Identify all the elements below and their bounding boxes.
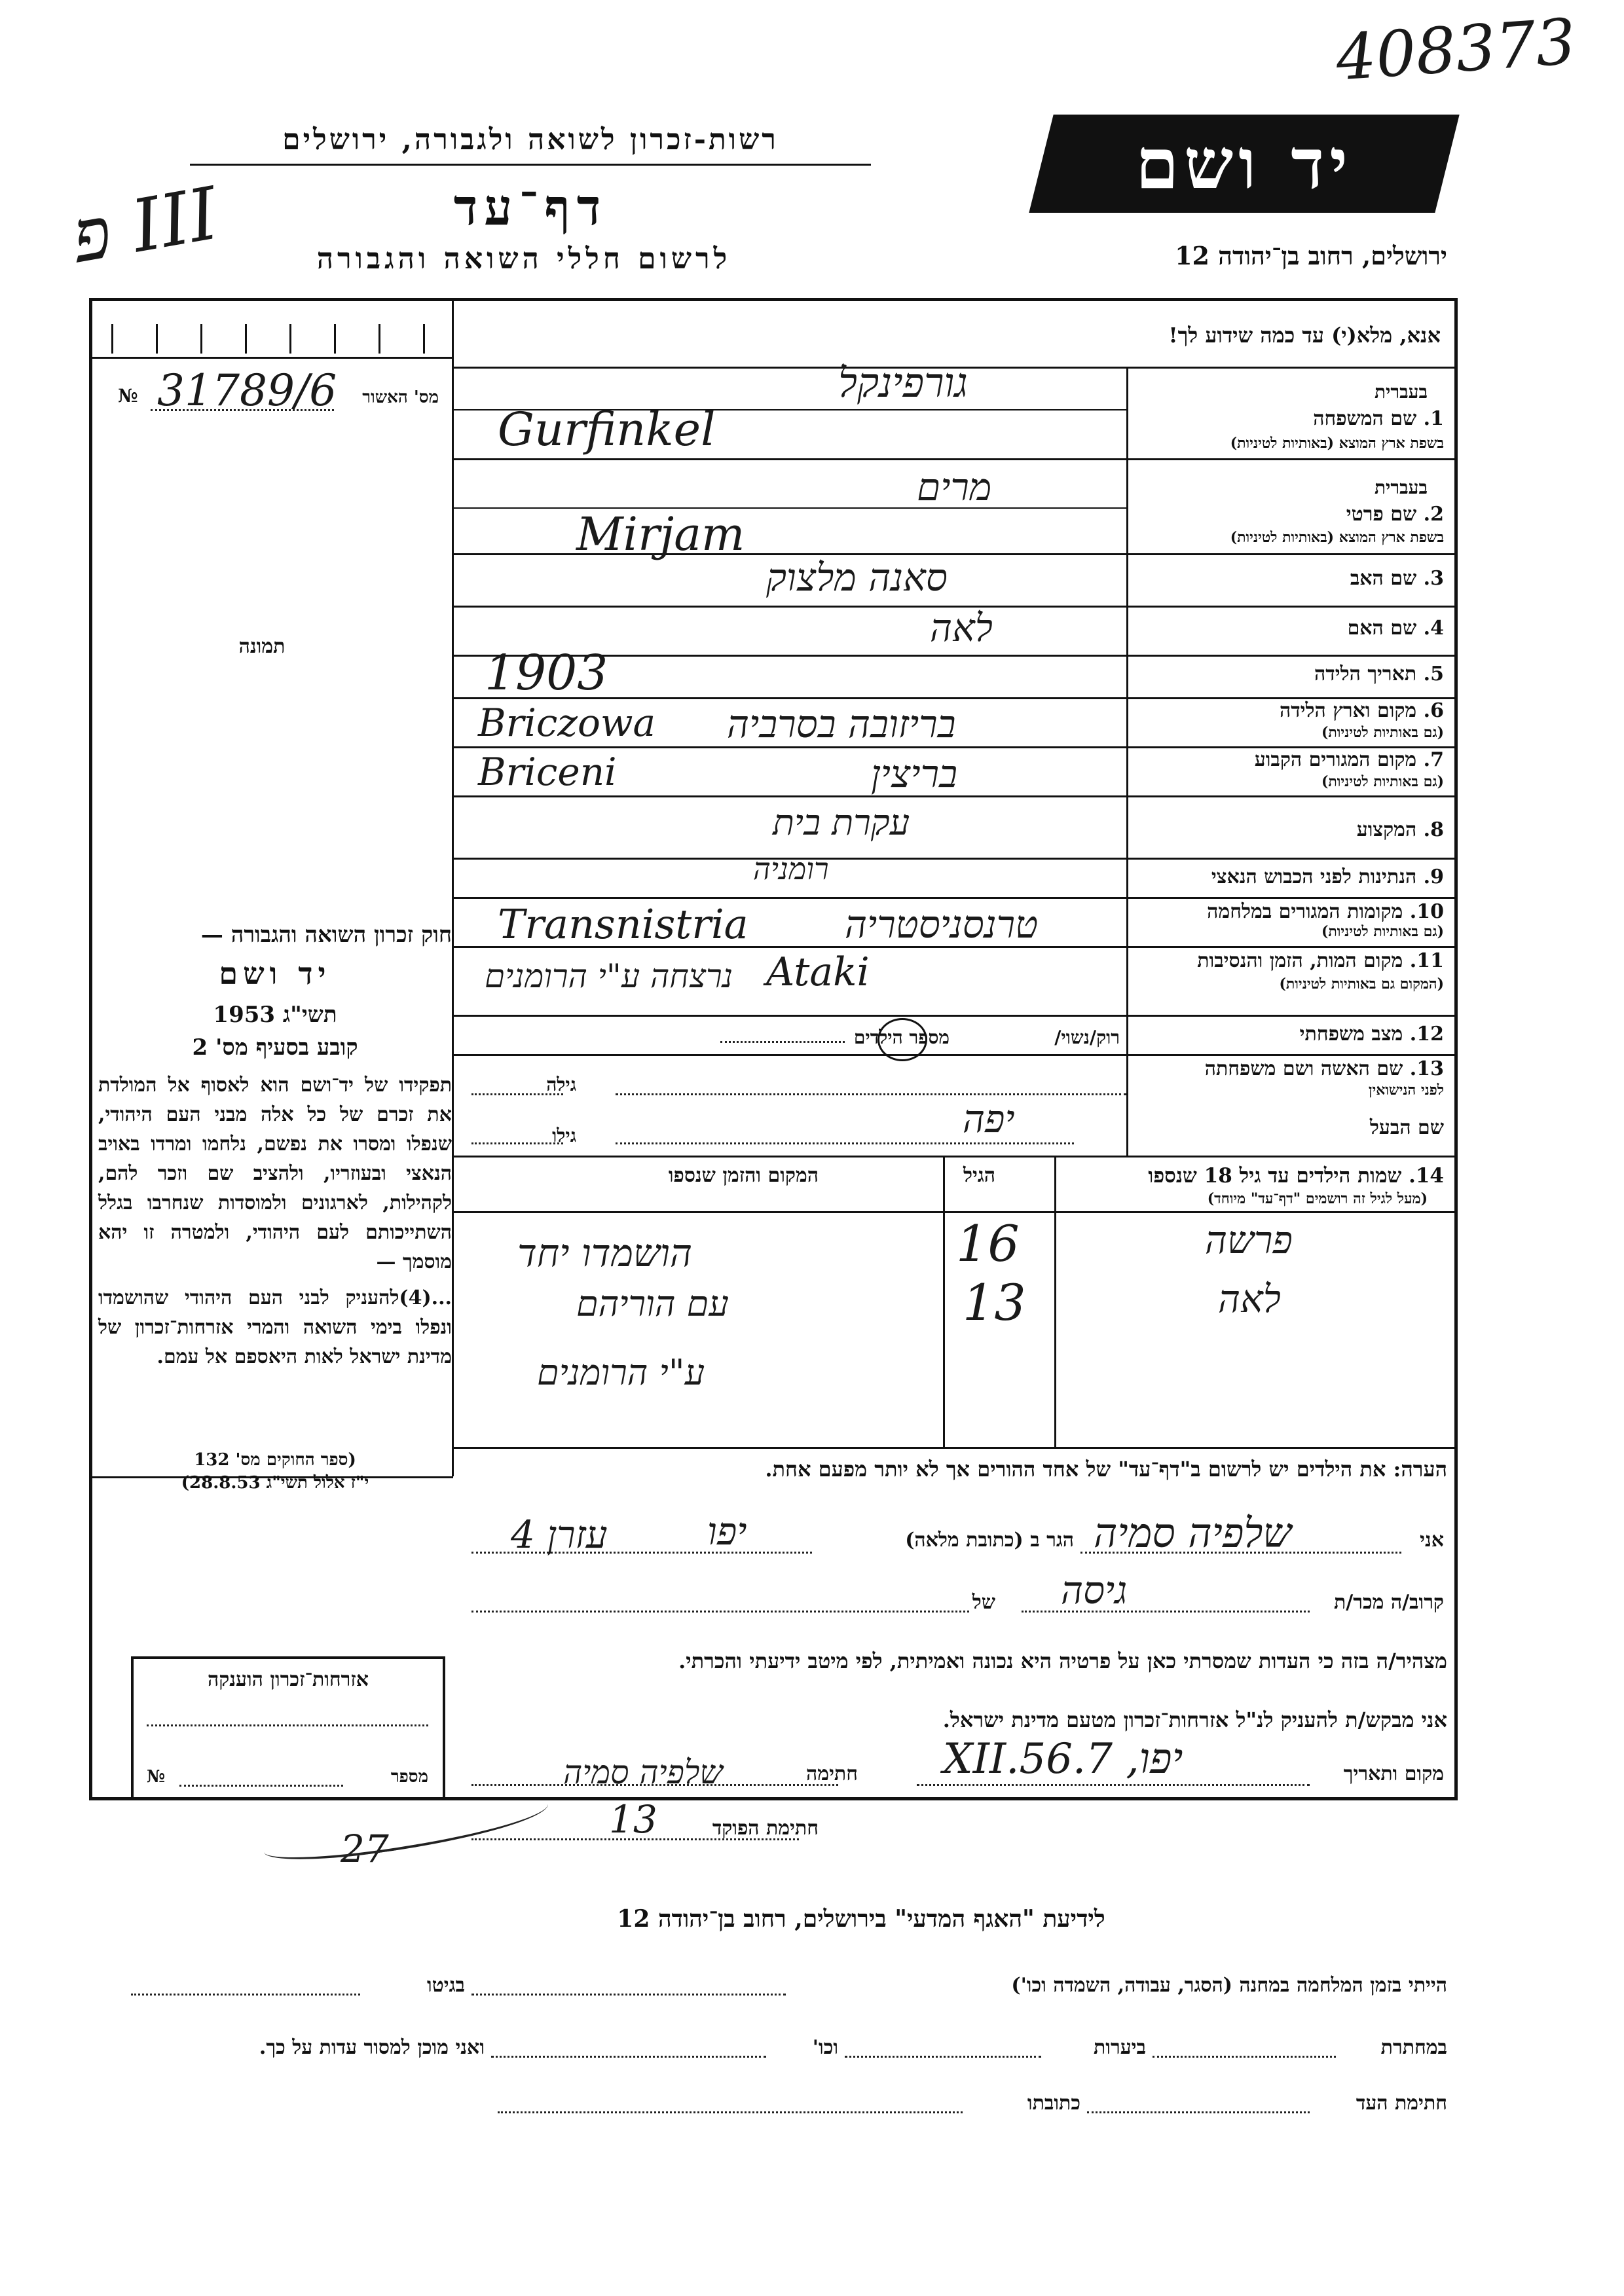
field-12-num: 12. <box>1409 1023 1444 1046</box>
children-title: 14. שמות הילדים עד גיל 18 שנספו <box>1148 1164 1444 1188</box>
field-1-value-lat[interactable]: Gurfinkel <box>498 403 716 456</box>
field-3-value[interactable]: סאנה מלצוק <box>766 555 948 600</box>
law-name: יד ושם <box>219 956 331 991</box>
field-7-num: 7. <box>1423 748 1444 771</box>
field-1-sub: בשפת ארץ המוצא (באותיות לטיניות) <box>1230 435 1444 452</box>
footer-line3b: כתובתו <box>1027 2092 1080 2115</box>
officer-stamp-mark: 27 <box>341 1827 389 1871</box>
declarant-address[interactable]: יפו <box>707 1509 747 1554</box>
declarant-address-2[interactable]: עזרן 4 <box>511 1512 608 1557</box>
field-1-label <box>1313 407 1444 430</box>
field-8-value[interactable]: עקרת בית <box>773 802 910 843</box>
form-title: דף־עד <box>453 178 608 236</box>
declare-text: מצהיר/ה בזה כי העדות שמסרתי כאן על פרטיה היא נכונה ואמיתית, לפי מיטב ידיעתי והכרתי. <box>678 1649 1447 1673</box>
field-6-value-he[interactable]: בריזובה בסרביה <box>727 702 956 746</box>
field-10-label-text: מקומות המגורים במלחמה <box>1207 900 1403 923</box>
field-7-sub: (גם באותיות לטיניות) <box>1321 773 1444 790</box>
signature-label: חתימה <box>806 1762 858 1785</box>
receipt-label: מס' האשור <box>362 388 439 407</box>
field-6-sub: (גם באותיות לטיניות) <box>1321 724 1444 741</box>
residing-label: הגר ב (כתובת מלאה) <box>905 1529 1074 1552</box>
field-8-label-text: המקצוע <box>1356 818 1417 841</box>
footer-line3a: חתימת העד <box>1356 2092 1447 2115</box>
field-3-label <box>1350 567 1444 590</box>
photo-label: תמונה <box>238 635 286 658</box>
field-1-label-text: שם המשפחה <box>1313 407 1417 430</box>
field-10-num: 10. <box>1409 900 1444 923</box>
logo-text: יד ושם <box>1135 122 1353 204</box>
field-10-value-lat[interactable]: Transnistria <box>498 900 748 948</box>
relative-label: קרוב/ה מכר/ת <box>1333 1591 1444 1614</box>
field-9-label-text: הנתינות לפני הכבוש הנאצי <box>1211 866 1417 888</box>
field-12-label-text: מצב משפחתי <box>1299 1023 1403 1046</box>
field-11-sub: (המקום גם באותיות לטיניות) <box>1279 975 1444 993</box>
place-date-label: מקום ותאריך <box>1343 1762 1444 1785</box>
field-3-num: 3. <box>1423 567 1444 590</box>
field-6-num: 6. <box>1423 699 1444 722</box>
footer-line2c: וכו' <box>812 2036 838 2059</box>
law-title: חוק זכרון השואה והגבורה — <box>200 922 452 948</box>
child-1-age[interactable]: 16 <box>956 1214 1020 1273</box>
field-13-sub: לפני הנישואין <box>1368 1082 1444 1099</box>
husband-value[interactable]: יפה <box>963 1097 1015 1141</box>
field-11-label-text: מקום המות, הזמן והנסיבות <box>1197 949 1403 972</box>
request-text: אני מבקש/ת להעניק לנ"ל אזרחות־זכרון מטעם מדינת ישראל. <box>942 1707 1447 1732</box>
child-1-place[interactable]: הושמדו יחד <box>517 1231 692 1275</box>
marital-circle <box>877 1018 927 1061</box>
field-11-value-lat[interactable]: Ataki <box>766 949 870 995</box>
child-1-name[interactable]: פרשה <box>1205 1218 1293 1262</box>
field-1-num: 1. <box>1423 407 1444 430</box>
field-2-value-lat[interactable]: Mirjam <box>576 507 745 561</box>
declarant-name[interactable]: שלפיה סמיה <box>1094 1509 1292 1557</box>
field-2-tag: בעברית <box>1374 477 1428 498</box>
receipt-boxes <box>111 324 426 354</box>
award-no-symbol: № <box>147 1767 166 1787</box>
field-2-label-text: שם פרטי <box>1346 503 1417 526</box>
wife-age-label: גילה <box>546 1074 576 1095</box>
field-12-label <box>1300 1023 1444 1046</box>
note: הערה: את הילדים יש לרשום ב"דף־עד" של אחד ההורים אך לא יותר מפעם אחת. <box>765 1457 1447 1482</box>
field-6-label-text: מקום וארץ הלידה <box>1279 699 1417 722</box>
field-6-label <box>1280 699 1444 722</box>
officer-signature[interactable]: 13 <box>609 1797 657 1842</box>
signature-value[interactable]: שלפיה סמיה <box>563 1753 723 1791</box>
address: ירושלים, רחוב בן־יהודה 12 <box>1175 241 1447 270</box>
field-4-label-text: שם האם <box>1347 617 1417 640</box>
margin-note: פ III <box>65 171 225 280</box>
field-4-num: 4. <box>1423 617 1444 640</box>
field-2-value-he[interactable]: מרים <box>917 465 992 509</box>
footer-title: לידיעת "האגף המדעי" בירושלים, רחוב בן־יהודה 12 <box>617 1905 1105 1933</box>
form-subtitle: לרשום חללי השואה והגבורה <box>316 242 731 276</box>
field-2-num: 2. <box>1423 503 1444 526</box>
field-10-sub: (גם באותיות לטיניות) <box>1321 923 1444 940</box>
law-year: תשי"ג 1953 <box>213 1002 337 1028</box>
children-subtitle: (מעל לגיל זה רושמים "דף־עד" מיוחד) <box>1207 1190 1428 1207</box>
receipt-no-symbol: № <box>118 385 138 407</box>
field-2-label <box>1346 503 1444 526</box>
field-7-label <box>1255 748 1444 771</box>
field-5-label <box>1314 663 1444 685</box>
archive-number: 408373 <box>1333 5 1578 95</box>
husband-age-label: גילו <box>552 1125 576 1146</box>
law-source-2: י"ז אלול תשי"ג 28.8.53) <box>181 1473 369 1493</box>
field-13-label <box>1205 1057 1444 1080</box>
award-box <box>131 1656 445 1800</box>
field-5-value[interactable]: 1903 <box>485 645 608 701</box>
husband-label: שם הבעל <box>1369 1116 1444 1139</box>
award-title: אזרחות־זכרון הוענקה <box>207 1668 369 1691</box>
field-7-label-text: מקום המגורים הקבוע <box>1254 748 1417 771</box>
declarant-i-label: אני <box>1420 1529 1444 1552</box>
field-9-label <box>1211 866 1444 888</box>
child-2-name[interactable]: לאה <box>1218 1277 1281 1321</box>
law-source-1: (ספר החוקים מס' 132 <box>194 1450 356 1470</box>
law-text: תפקידו של יד־ושם הוא לאסוף אל המולדת את זכרם של כל אלה מבני העם היהודי, שנפלו ומסרו את נפשם, נלחמו ומרדו באויב הנאצי ובעוזריו, ולהציב שם וזכר להם, לקהילות, לארגונים ולמוסדות שנחרבו בגלל השתייכותם לעם היהודי, ולמטרה זו יהא מוסמך — <box>98 1074 452 1273</box>
field-11-num: 11. <box>1409 949 1444 972</box>
field-10-label <box>1207 900 1444 923</box>
intro-text: אנא, מלא(י) עד כמה שידוע לך! <box>1168 323 1441 348</box>
field-9-value[interactable]: רומניה <box>753 851 829 886</box>
field-1-value-he[interactable]: גורפינקל <box>838 359 968 407</box>
field-5-num: 5. <box>1423 663 1444 685</box>
field-7-value-lat[interactable]: Briceni <box>478 750 617 794</box>
field-2-sub: בשפת ארץ המוצא (באותיות לטיניות) <box>1230 529 1444 546</box>
marital-options[interactable]: רוק/נשוי/ <box>1054 1027 1120 1048</box>
place-date-value[interactable]: יפו, 7.XII.56 <box>943 1735 1183 1783</box>
officer-label: חתימת הפוקד <box>712 1817 819 1840</box>
law-clause: קובע בסעיף מס' 2 <box>192 1034 358 1061</box>
field-4-value[interactable]: לאה <box>930 606 993 650</box>
field-7-value-he[interactable]: בריצין <box>871 752 958 796</box>
field-11-label <box>1197 949 1444 972</box>
field-5-label-text: תאריך הלידה <box>1314 663 1417 685</box>
field-6-value-lat[interactable]: Briczowa <box>478 701 656 745</box>
yad-vashem-logo <box>1029 115 1459 213</box>
field-13-label-text: שם האשה ושם משפחתה <box>1204 1057 1403 1080</box>
field-8-num: 8. <box>1423 818 1444 841</box>
field-10-value-he[interactable]: טרנסניסטריה <box>845 902 1039 947</box>
field-11-value-he[interactable]: נרצחה ע"י הרומנים <box>485 957 733 995</box>
relation-value[interactable]: גיסה <box>1061 1568 1128 1613</box>
receipt-value: 31789/6 <box>157 365 337 416</box>
child-2-age[interactable]: 13 <box>963 1273 1026 1332</box>
of-label: של <box>972 1591 995 1614</box>
children-col-age: הגיל <box>963 1164 995 1187</box>
field-4-label <box>1348 617 1444 640</box>
field-9-num: 9. <box>1423 866 1444 888</box>
footer-line1a: הייתי בזמן המלחמה במחנה (הסגר, עבודה, השמדה וכו') <box>1011 1974 1447 1997</box>
children-count-label: מספר הילדים <box>853 1027 950 1048</box>
footer-line2a: במחתרת <box>1380 2036 1447 2059</box>
law-text-2: ...(4)להעניק לבני העם היהודי שהושמדו ונפלו בימי השואה והמרי אזרחות־זכרון של מדינת ישראל לאות היאספם אל עמם. <box>98 1286 452 1368</box>
award-no-label: מספר <box>390 1767 428 1787</box>
footer-line2d: ואני מוכן למסור עדות על כך. <box>259 2036 485 2059</box>
footer-line2b: ביערות <box>1093 2036 1146 2059</box>
child-2-place[interactable]: עם הוריהם <box>576 1283 729 1324</box>
footer-line1b: בגיטו <box>426 1974 465 1997</box>
field-8-label <box>1357 818 1444 841</box>
institute-line: רשות-זכרון לשואה ולגבורה, ירושלים <box>282 123 779 156</box>
field-3-label-text: שם האב <box>1350 567 1417 590</box>
children-col-place: המקום והזמן שנספו <box>668 1164 819 1187</box>
field-13-num: 13. <box>1409 1057 1444 1080</box>
field-1-tag: בעברית <box>1374 381 1428 403</box>
child-extra[interactable]: ע"י הרומנים <box>537 1352 705 1393</box>
